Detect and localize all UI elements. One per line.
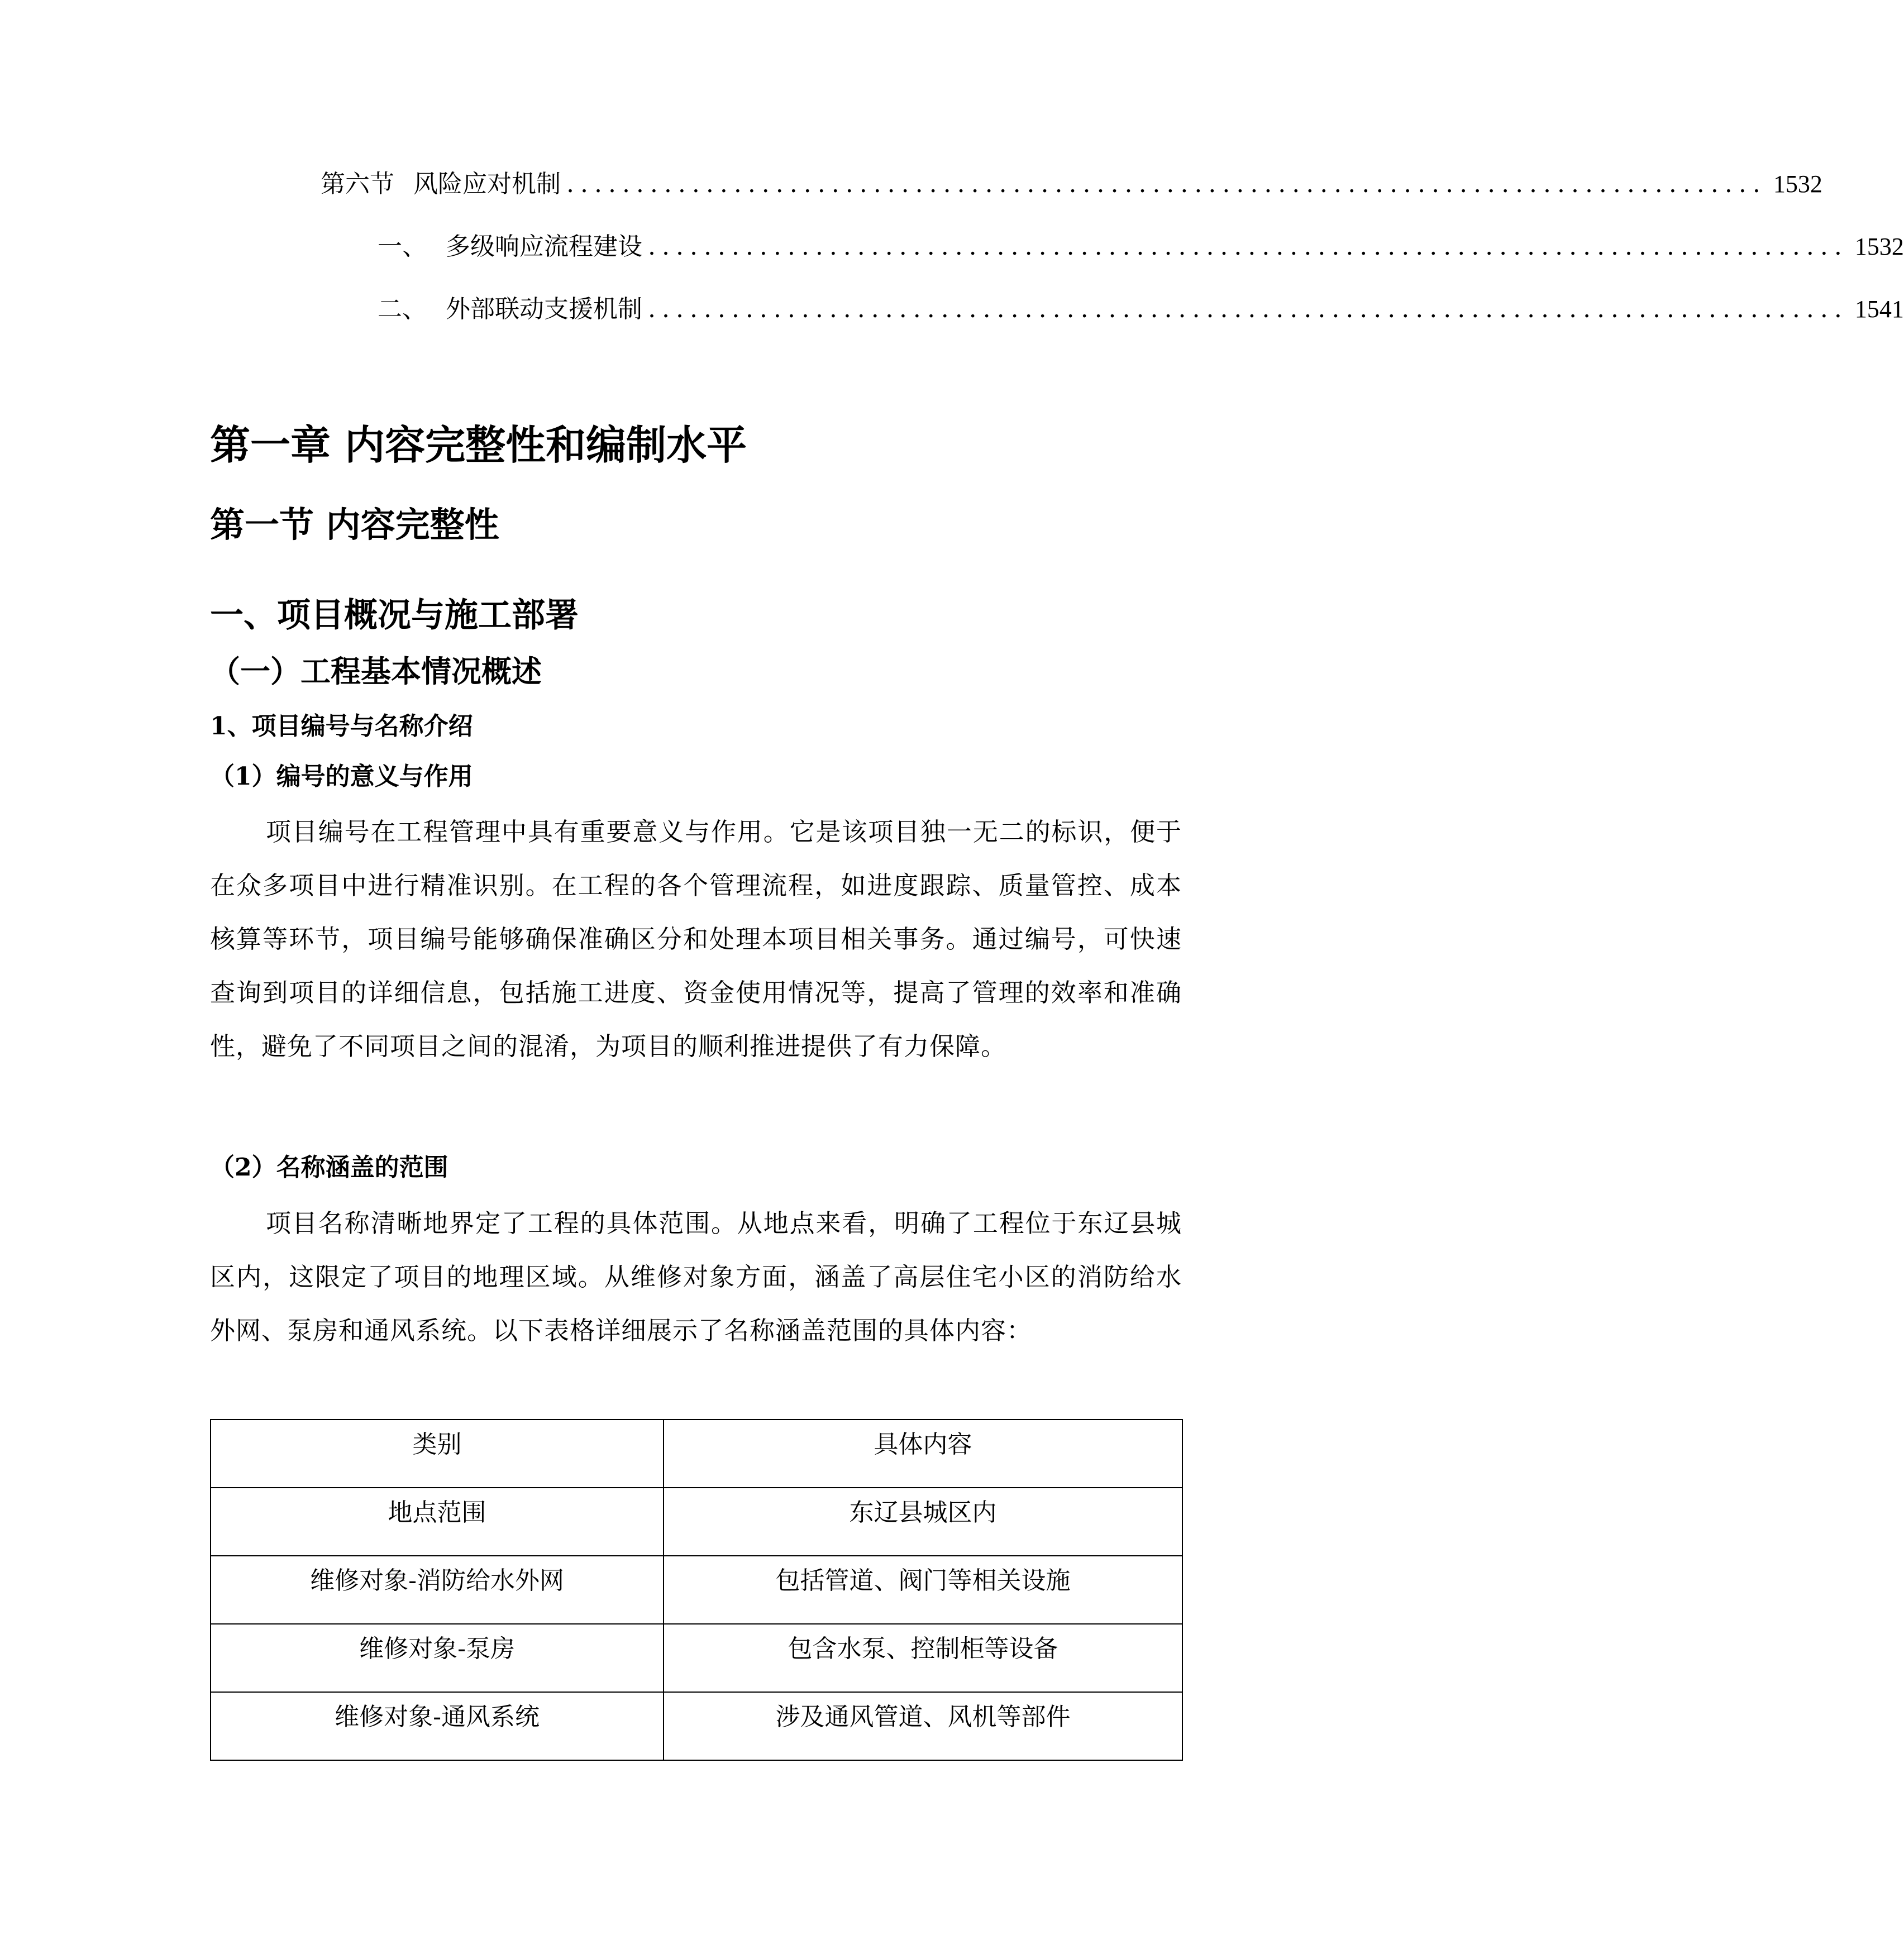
toc-label-number: 一、 (378, 232, 427, 261)
toc-label-text: 多级响应流程建设 (446, 232, 642, 261)
toc-label-text: 风险应对机制 (413, 170, 561, 198)
toc-page-number: 1532 (1773, 170, 1822, 198)
table-row (211, 1624, 1182, 1692)
toc-label-number: 第六节 (321, 170, 394, 198)
toc-page-number: 1532 (1854, 233, 1904, 260)
section-title: 第一节 内容完整性 (210, 504, 499, 545)
point-title: （2）名称涵盖的范围 (210, 1153, 448, 1182)
table-row (211, 1556, 1182, 1624)
toc-label (321, 168, 561, 201)
scope-table (210, 1419, 1183, 1761)
toc-leader: ...................................................................................... (648, 232, 1848, 261)
table-cell: 维修对象-通风系统 (211, 1692, 664, 1760)
chapter-title: 第一章 内容完整性和编制水平 (210, 422, 747, 469)
subsubsection-title: （一）工程基本情况概述 (210, 653, 542, 689)
toc-label-number: 二、 (378, 295, 427, 323)
table-cell: 东辽县城区内 (664, 1488, 1182, 1556)
table-cell: 包括管道、阀门等相关设施 (664, 1556, 1182, 1624)
toc-page-number: 1541 (1854, 295, 1904, 323)
toc-leader: ...................................................................................... (648, 295, 1848, 323)
paragraph: 项目名称清晰地界定了工程的具体范围。从地点来看，明确了工程位于东辽县城区内，这限定了项目的地理区域。从维修对象方面，涵盖了高层住宅小区的消防给水外网、泵房和通风系统。以下表格详细展示了名称涵盖范围的具体内容： (210, 1208, 1182, 1345)
table-cell: 涉及通风管道、风机等部件 (664, 1692, 1182, 1760)
table-header-cell: 具体内容 (664, 1420, 1182, 1488)
table-cell: 维修对象-泵房 (211, 1624, 664, 1692)
subsection-title: 一、项目概况与施工部署 (210, 596, 579, 635)
table-header-row (211, 1420, 1182, 1488)
table-row (211, 1692, 1182, 1760)
item-title: 1、项目编号与名称介绍 (210, 712, 473, 740)
toc-label-text: 外部联动支援机制 (446, 295, 642, 323)
toc-entry[interactable] (378, 230, 1904, 264)
point-title: （1）编号的意义与作用 (210, 762, 473, 791)
table-row (211, 1488, 1182, 1556)
table-cell: 维修对象-消防给水外网 (211, 1556, 664, 1624)
toc-entry[interactable] (321, 168, 1822, 201)
toc-entry[interactable] (378, 293, 1904, 326)
toc-leader: ...................................................................................... (566, 170, 1767, 198)
table-header-cell: 类别 (211, 1420, 664, 1488)
table-cell: 地点范围 (211, 1488, 664, 1556)
toc-label (378, 230, 642, 264)
table-cell: 包含水泵、控制柜等设备 (664, 1624, 1182, 1692)
toc-label (378, 293, 642, 326)
paragraph: 项目编号在工程管理中具有重要意义与作用。它是该项目独一无二的标识，便于在众多项目中进行精准识别。在工程的各个管理流程，如进度跟踪、质量管控、成本核算等环节，项目编号能够确保准确区分和处理本项目相关事务。通过编号，可快速查询到项目的详细信息，包括施工进度、资金使用情况等，提高了管理的效率和准确性，避免了不同项目之间的混淆，为项目的顺利推进提供了有力保障。 (210, 817, 1182, 1061)
